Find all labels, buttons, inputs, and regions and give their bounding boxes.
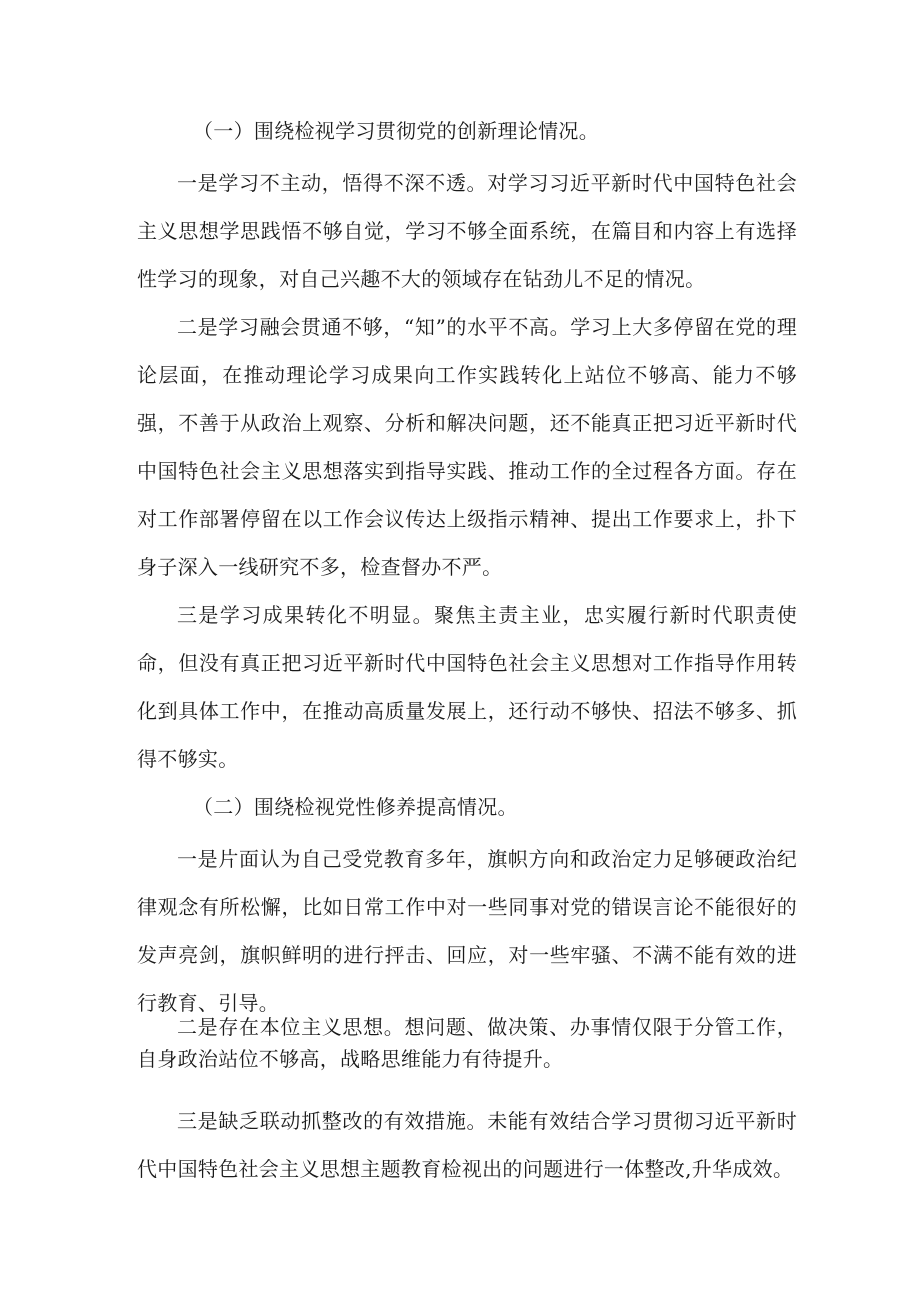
paragraph-2-2: 二是存在本位主义思想。想问题、做决策、办事情仅限于分管工作，自身政治站位不够高，战略思维能力有待提升。: [137, 1015, 797, 1071]
section-heading-1: （一）围绕检视学习贯彻党的创新理论情况。: [193, 119, 599, 143]
paragraph-2-1: 一是片面认为自己受党教育多年，旗帜方向和政治定力足够硬政治纪律观念有所松懈，比如日常工作中对一些同事对党的错误言论不能很好的发声亮剑，旗帜鲜明的进行抨击、回应，对一些牢骚、不满不能有效的进行教育、引导。: [137, 847, 797, 1015]
section-heading-2: （二）围绕检视党性修养提高情况。: [193, 795, 518, 819]
paragraph-1-2: 二是学习融会贯通不够，“知”的水平不高。学习上大多停留在党的理论层面，在推动理论学习成果向工作实践转化上站位不够高、能力不够强，不善于从政治上观察、分析和解决问题，还不能真正把习近平新时代中国特色社会主义思想落实到指导实践、推动工作的全过程各方面。存在对工作部署停留在以工作会议传达上级指示精神、提出工作要求上，扑下身子深入一线研究不多，检查督办不严。: [137, 315, 797, 579]
paragraph-2-3: 三是缺乏联动抓整改的有效措施。未能有效结合学习贯彻习近平新时代中国特色社会主义思想主题教育检视出的问题进行一体整改,升华成效。: [137, 1109, 797, 1181]
paragraph-1-3: 三是学习成果转化不明显。聚焦主责主业，忠实履行新时代职责使命，但没有真正把习近平新时代中国特色社会主义思想对工作指导作用转化到具体工作中，在推动高质量发展上，还行动不够快、招法不够多、抓得不够实。: [137, 603, 797, 771]
paragraph-1-1: 一是学习不主动，悟得不深不透。对学习习近平新时代中国特色社会主义思想学思践悟不够自觉，学习不够全面系统，在篇目和内容上有选择性学习的现象，对自己兴趣不大的领域存在钻劲儿不足的情况。: [137, 171, 797, 291]
